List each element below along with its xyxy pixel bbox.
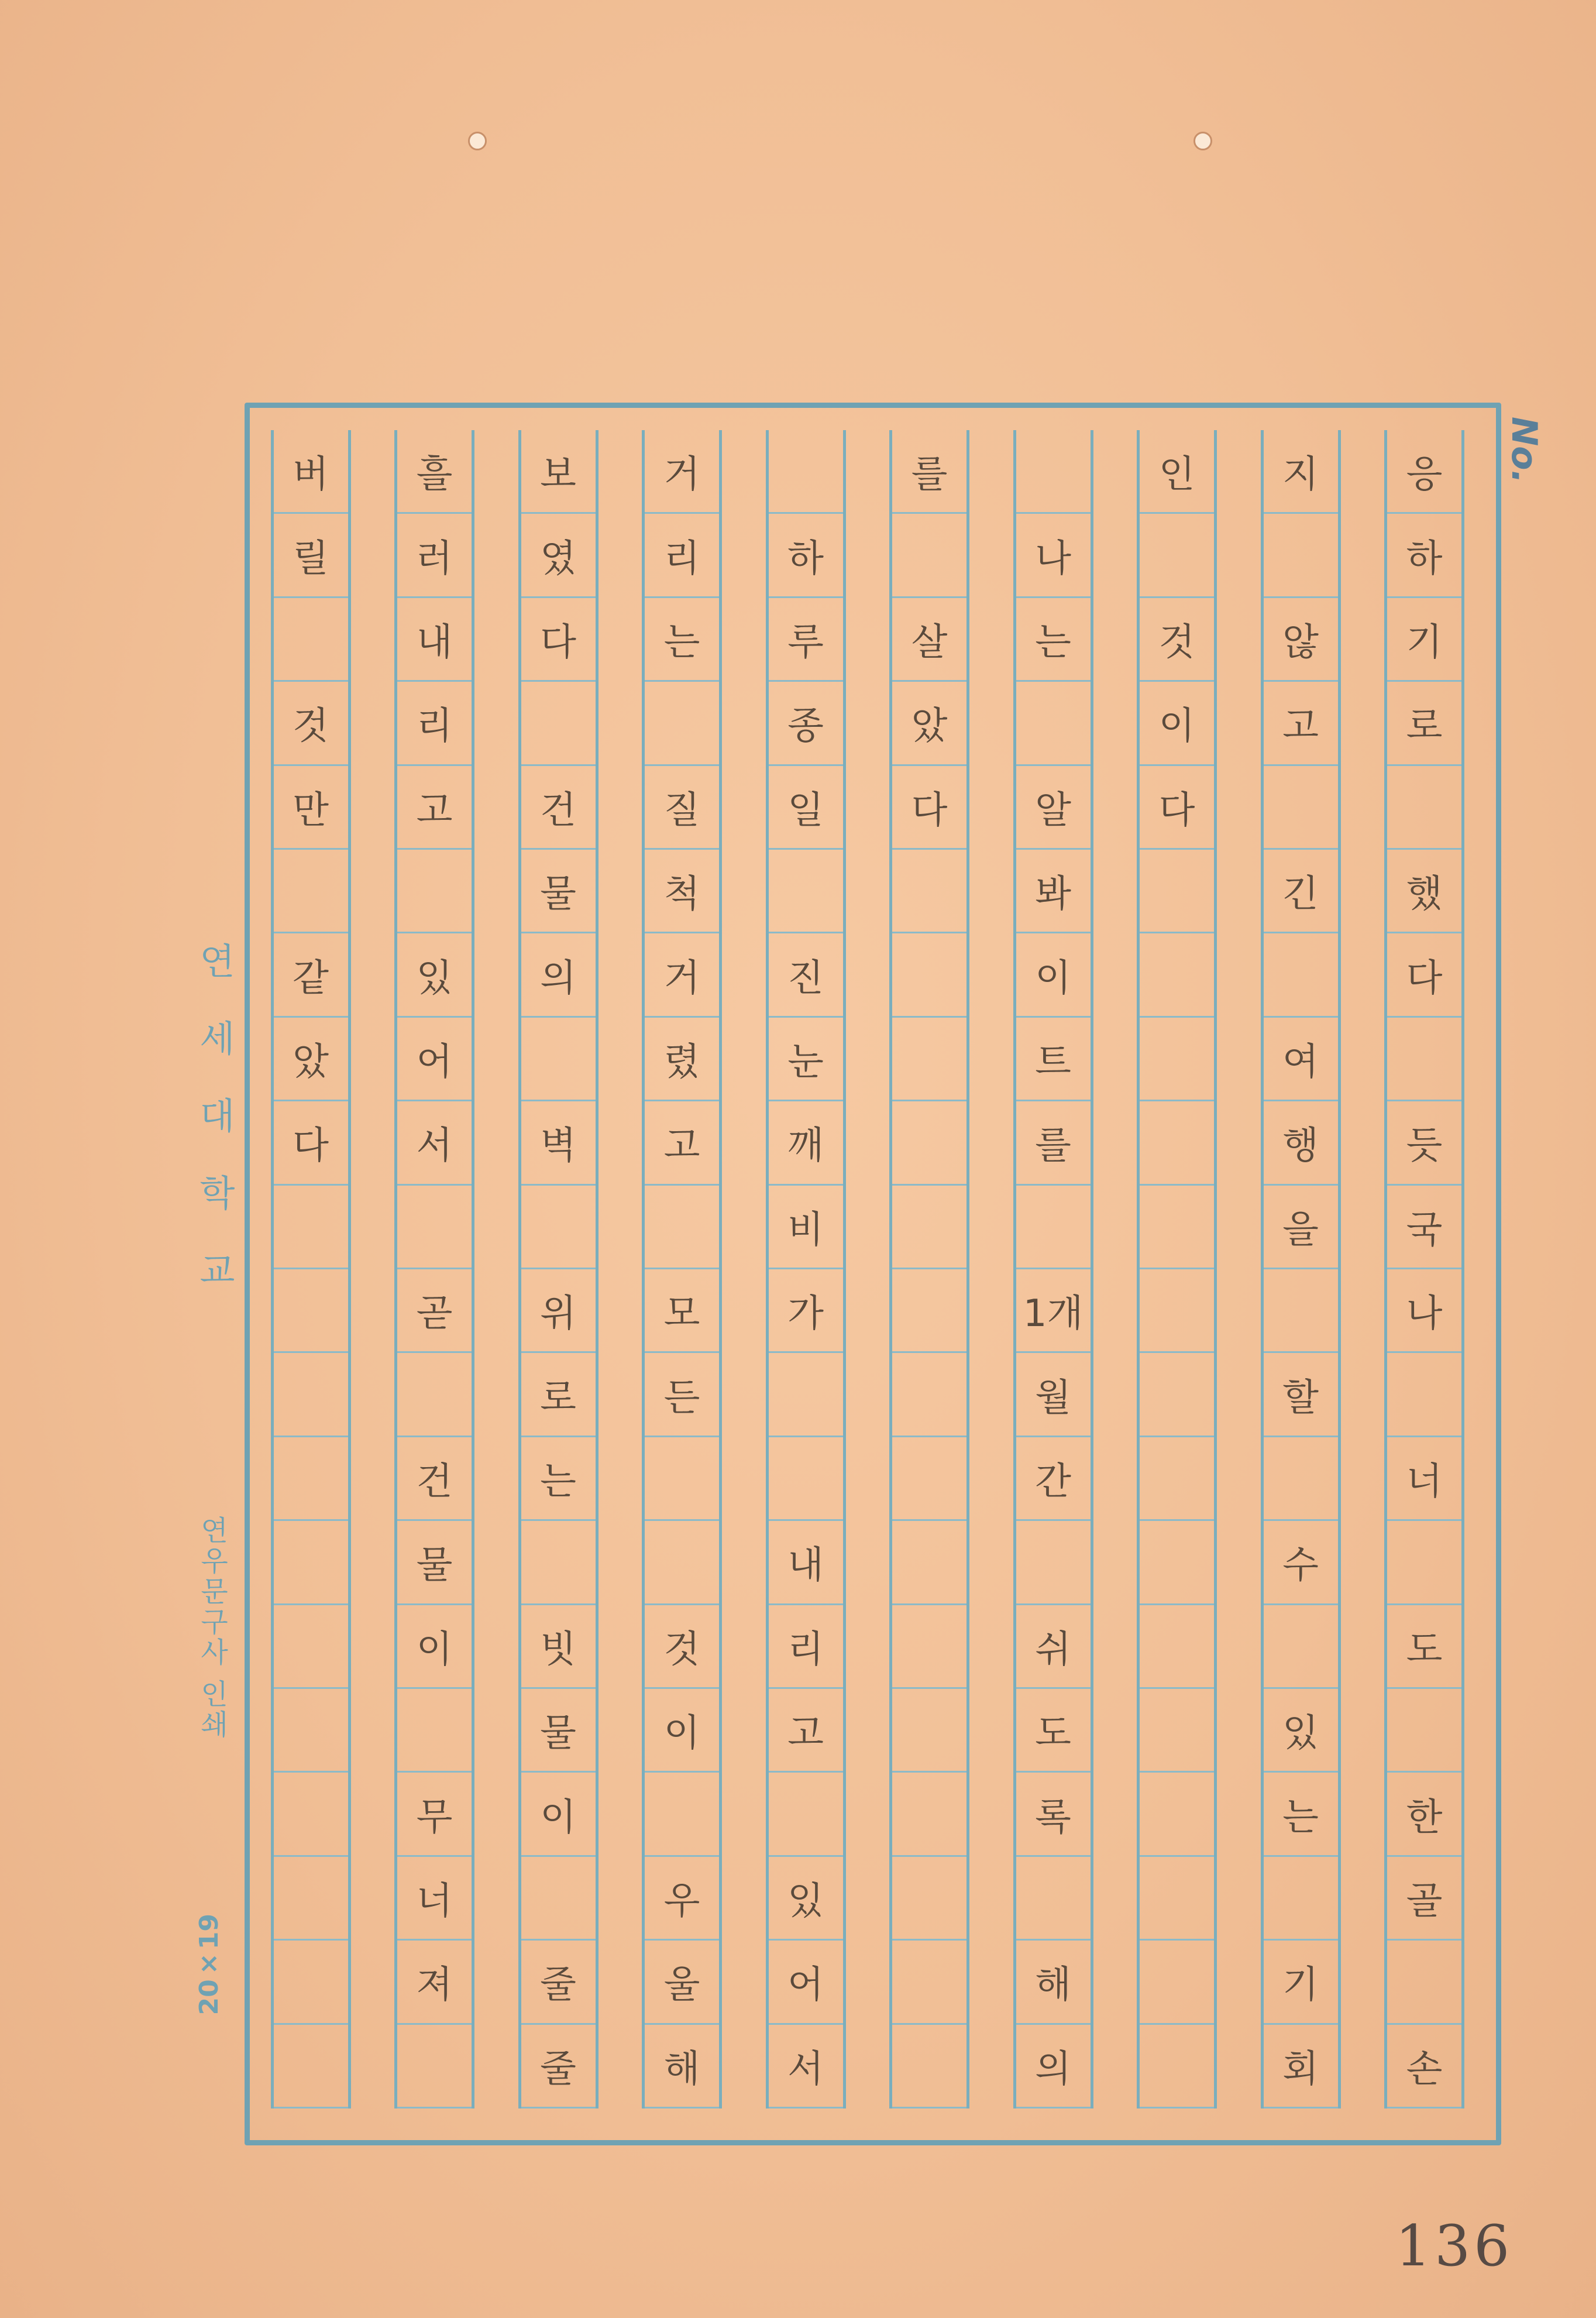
grid-cell: 벽 (521, 1101, 596, 1185)
grid-cell (892, 1521, 966, 1605)
grid-cell: 너 (1387, 1437, 1461, 1521)
staple-hole-right (1193, 132, 1212, 150)
grid-cell: 루 (769, 598, 843, 682)
grid-cell: 이 (1140, 682, 1214, 765)
grid-cell: 리 (645, 514, 719, 597)
grid-cell: 거 (645, 430, 719, 514)
grid-cell: 서 (397, 1101, 472, 1185)
grid-cell: 는 (1264, 1773, 1338, 1856)
grid-cell (274, 1941, 348, 2024)
grid-cell: 해 (645, 2025, 719, 2108)
grid-cell: 눈 (769, 1018, 843, 1101)
grid-cell: 봐 (1016, 850, 1091, 933)
grid-cell (1140, 1353, 1214, 1437)
grid-cell: 다 (1140, 766, 1214, 850)
grid-cell: 내 (769, 1521, 843, 1605)
grid-cell: 물 (397, 1521, 472, 1605)
grid-cell: 간 (1016, 1437, 1091, 1521)
grid-cell: 1개 (1016, 1269, 1091, 1353)
grid-cell: 진 (769, 933, 843, 1017)
grid-cell: 행 (1264, 1101, 1338, 1185)
grid-cell: 어 (397, 1018, 472, 1101)
grid-cell (274, 598, 348, 682)
grid-cell: 았 (892, 682, 966, 765)
grid-cell: 도 (1016, 1689, 1091, 1773)
grid-cell (892, 1269, 966, 1353)
grid-cell (397, 2025, 472, 2108)
grid-cell: 를 (892, 430, 966, 514)
grid-cell (521, 682, 596, 765)
grid-cell: 여 (1264, 1018, 1338, 1101)
grid-column (271, 430, 351, 2108)
grid-cell: 척 (645, 850, 719, 933)
grid-cell: 다 (521, 598, 596, 682)
grid-cell (1264, 1437, 1338, 1521)
grid-cell: 나 (1016, 514, 1091, 597)
grid-cell (274, 1857, 348, 1941)
grid-column (394, 430, 474, 2108)
grid-cell: 있 (769, 1857, 843, 1941)
grid-cell (892, 1773, 966, 1856)
grid-cell: 응 (1387, 430, 1461, 514)
grid-cell (1140, 1101, 1214, 1185)
grid-cell (1264, 1605, 1338, 1689)
grid-cell: 것 (645, 1605, 719, 1689)
grid-cell: 같 (274, 933, 348, 1017)
grid-column (766, 430, 846, 2108)
grid-column (1384, 430, 1464, 2108)
grid-cell (521, 1857, 596, 1941)
grid-cell (274, 2025, 348, 2108)
grid-cell (274, 1605, 348, 1689)
grid-cell: 로 (1387, 682, 1461, 765)
grid-cell (1387, 1941, 1461, 2024)
grid-cell: 쉬 (1016, 1605, 1091, 1689)
grid-cell: 하 (1387, 514, 1461, 597)
grid-size-label: 20×19 (194, 1914, 224, 2015)
grid-cell: 이 (1016, 933, 1091, 1017)
grid-cell: 비 (769, 1186, 843, 1269)
grid-cell (892, 1857, 966, 1941)
grid-cell: 무 (397, 1773, 472, 1856)
grid-cell (769, 1773, 843, 1856)
grid-cell: 빗 (521, 1605, 596, 1689)
grid-cell: 줄 (521, 1941, 596, 2024)
grid-cell: 든 (645, 1353, 719, 1437)
grid-cell: 깨 (769, 1101, 843, 1185)
grid-cell: 것 (1140, 598, 1214, 682)
grid-cell (274, 1186, 348, 1269)
grid-cell (1016, 1857, 1091, 1941)
grid-cell: 회 (1264, 2025, 1338, 2108)
grid-cell (1016, 682, 1091, 765)
grid-cell (769, 430, 843, 514)
grid-cell: 해 (1016, 1941, 1091, 2024)
grid-cell (397, 1186, 472, 1269)
grid-cell: 리 (769, 1605, 843, 1689)
grid-cell: 다 (892, 766, 966, 850)
grid-cell: 는 (521, 1437, 596, 1521)
grid-cell (397, 1689, 472, 1773)
grid-cell (1016, 1186, 1091, 1269)
grid-cell: 서 (769, 2025, 843, 2108)
grid-cell (274, 1773, 348, 1856)
grid-cell: 곧 (397, 1269, 472, 1353)
grid-cell (1387, 1521, 1461, 1605)
grid-cell (1140, 933, 1214, 1017)
number-label: No. (1504, 417, 1545, 484)
grid-cell: 고 (1264, 682, 1338, 765)
grid-cell: 했 (1387, 850, 1461, 933)
grid-cell: 일 (769, 766, 843, 850)
grid-cell: 다 (274, 1101, 348, 1185)
manuscript-grid (273, 430, 1464, 2108)
grid-cell: 나 (1387, 1269, 1461, 1353)
grid-cell: 이 (521, 1773, 596, 1856)
grid-cell (1140, 1941, 1214, 2024)
grid-cell: 고 (645, 1101, 719, 1185)
grid-cell (1140, 850, 1214, 933)
grid-cell: 인 (1140, 430, 1214, 514)
grid-cell: 록 (1016, 1773, 1091, 1856)
grid-cell (769, 1437, 843, 1521)
grid-cell (892, 850, 966, 933)
grid-cell: 이 (397, 1605, 472, 1689)
grid-cell: 기 (1387, 598, 1461, 682)
grid-cell (1140, 1605, 1214, 1689)
grid-cell: 다 (1387, 933, 1461, 1017)
grid-cell (1264, 1269, 1338, 1353)
grid-cell: 종 (769, 682, 843, 765)
grid-cell: 만 (274, 766, 348, 850)
grid-cell (397, 850, 472, 933)
grid-cell (1140, 1186, 1214, 1269)
grid-column (1137, 430, 1217, 2108)
grid-cell (1016, 1521, 1091, 1605)
grid-cell: 도 (1387, 1605, 1461, 1689)
grid-cell: 내 (397, 598, 472, 682)
grid-cell: 는 (645, 598, 719, 682)
grid-cell (1387, 1018, 1461, 1101)
grid-cell (769, 850, 843, 933)
grid-cell (1264, 514, 1338, 597)
grid-cell: 물 (521, 1689, 596, 1773)
grid-cell (274, 1437, 348, 1521)
grid-cell (1140, 514, 1214, 597)
grid-cell (1387, 1353, 1461, 1437)
grid-cell: 이 (645, 1689, 719, 1773)
grid-cell (645, 682, 719, 765)
grid-cell (769, 1353, 843, 1437)
grid-cell: 살 (892, 598, 966, 682)
grid-cell: 너 (397, 1857, 472, 1941)
grid-cell: 질 (645, 766, 719, 850)
grid-cell (274, 1689, 348, 1773)
grid-cell: 를 (1016, 1101, 1091, 1185)
grid-cell (892, 933, 966, 1017)
grid-cell: 줄 (521, 2025, 596, 2108)
grid-cell: 있 (1264, 1689, 1338, 1773)
grid-cell (521, 1186, 596, 1269)
grid-cell (645, 1521, 719, 1605)
grid-column (518, 430, 598, 2108)
grid-cell (892, 1605, 966, 1689)
printer-name: 연우문구사 인쇄 (195, 1516, 228, 1740)
grid-cell (521, 1521, 596, 1605)
grid-cell: 렸 (645, 1018, 719, 1101)
grid-cell (1264, 933, 1338, 1017)
grid-cell: 리 (397, 682, 472, 765)
grid-cell (274, 1269, 348, 1353)
grid-cell (1140, 1689, 1214, 1773)
grid-cell (645, 1773, 719, 1856)
university-name: 연세대학교 (193, 942, 236, 1328)
grid-cell (397, 1353, 472, 1437)
grid-cell: 지 (1264, 430, 1338, 514)
grid-cell: 트 (1016, 1018, 1091, 1101)
grid-cell: 가 (769, 1269, 843, 1353)
grid-cell (892, 2025, 966, 2108)
grid-cell (1140, 1773, 1214, 1856)
grid-cell: 알 (1016, 766, 1091, 850)
grid-cell: 버 (274, 430, 348, 514)
grid-cell: 져 (397, 1941, 472, 2024)
grid-cell: 한 (1387, 1773, 1461, 1856)
grid-cell: 울 (645, 1941, 719, 2024)
grid-cell: 고 (397, 766, 472, 850)
grid-cell (1140, 2025, 1214, 2108)
grid-cell: 물 (521, 850, 596, 933)
grid-cell: 았 (274, 1018, 348, 1101)
grid-cell (892, 1437, 966, 1521)
grid-cell (892, 1353, 966, 1437)
grid-cell (1140, 1018, 1214, 1101)
grid-cell: 긴 (1264, 850, 1338, 933)
grid-cell: 우 (645, 1857, 719, 1941)
grid-cell: 않 (1264, 598, 1338, 682)
grid-cell: 있 (397, 933, 472, 1017)
grid-column (1013, 430, 1093, 2108)
grid-cell (1140, 1521, 1214, 1605)
grid-cell: 거 (645, 933, 719, 1017)
grid-cell (1387, 1689, 1461, 1773)
grid-cell (1140, 1857, 1214, 1941)
grid-cell (1387, 766, 1461, 850)
grid-cell: 흘 (397, 430, 472, 514)
grid-cell: 러 (397, 514, 472, 597)
grid-cell (1016, 430, 1091, 514)
staple-hole-left (468, 132, 487, 150)
grid-cell (521, 1018, 596, 1101)
grid-cell (892, 1941, 966, 2024)
grid-cell: 의 (1016, 2025, 1091, 2108)
grid-cell: 월 (1016, 1353, 1091, 1437)
grid-cell: 하 (769, 514, 843, 597)
grid-cell (1264, 766, 1338, 850)
grid-cell (892, 1186, 966, 1269)
grid-cell: 건 (397, 1437, 472, 1521)
grid-cell (892, 514, 966, 597)
grid-cell: 위 (521, 1269, 596, 1353)
grid-cell (1140, 1437, 1214, 1521)
grid-cell (1264, 1857, 1338, 1941)
grid-cell (274, 1353, 348, 1437)
grid-cell: 골 (1387, 1857, 1461, 1941)
grid-cell: 기 (1264, 1941, 1338, 2024)
grid-cell: 할 (1264, 1353, 1338, 1437)
grid-cell: 손 (1387, 2025, 1461, 2108)
grid-cell: 였 (521, 514, 596, 597)
grid-cell (892, 1689, 966, 1773)
grid-cell: 을 (1264, 1186, 1338, 1269)
grid-cell (274, 1521, 348, 1605)
grid-cell (645, 1437, 719, 1521)
page-number: 136 (1395, 2213, 1514, 2279)
grid-cell: 릴 (274, 514, 348, 597)
grid-cell (892, 1101, 966, 1185)
grid-cell: 모 (645, 1269, 719, 1353)
grid-cell: 보 (521, 430, 596, 514)
grid-cell: 것 (274, 682, 348, 765)
grid-cell: 의 (521, 933, 596, 1017)
grid-cell (274, 850, 348, 933)
grid-cell (645, 1186, 719, 1269)
grid-column (642, 430, 722, 2108)
grid-column (889, 430, 969, 2108)
grid-cell: 건 (521, 766, 596, 850)
grid-cell (892, 1018, 966, 1101)
grid-cell: 고 (769, 1689, 843, 1773)
grid-cell: 어 (769, 1941, 843, 2024)
grid-column (1261, 430, 1341, 2108)
grid-cell: 듯 (1387, 1101, 1461, 1185)
grid-cell: 수 (1264, 1521, 1338, 1605)
grid-cell (1140, 1269, 1214, 1353)
grid-cell: 국 (1387, 1186, 1461, 1269)
grid-cell: 는 (1016, 598, 1091, 682)
grid-cell: 로 (521, 1353, 596, 1437)
